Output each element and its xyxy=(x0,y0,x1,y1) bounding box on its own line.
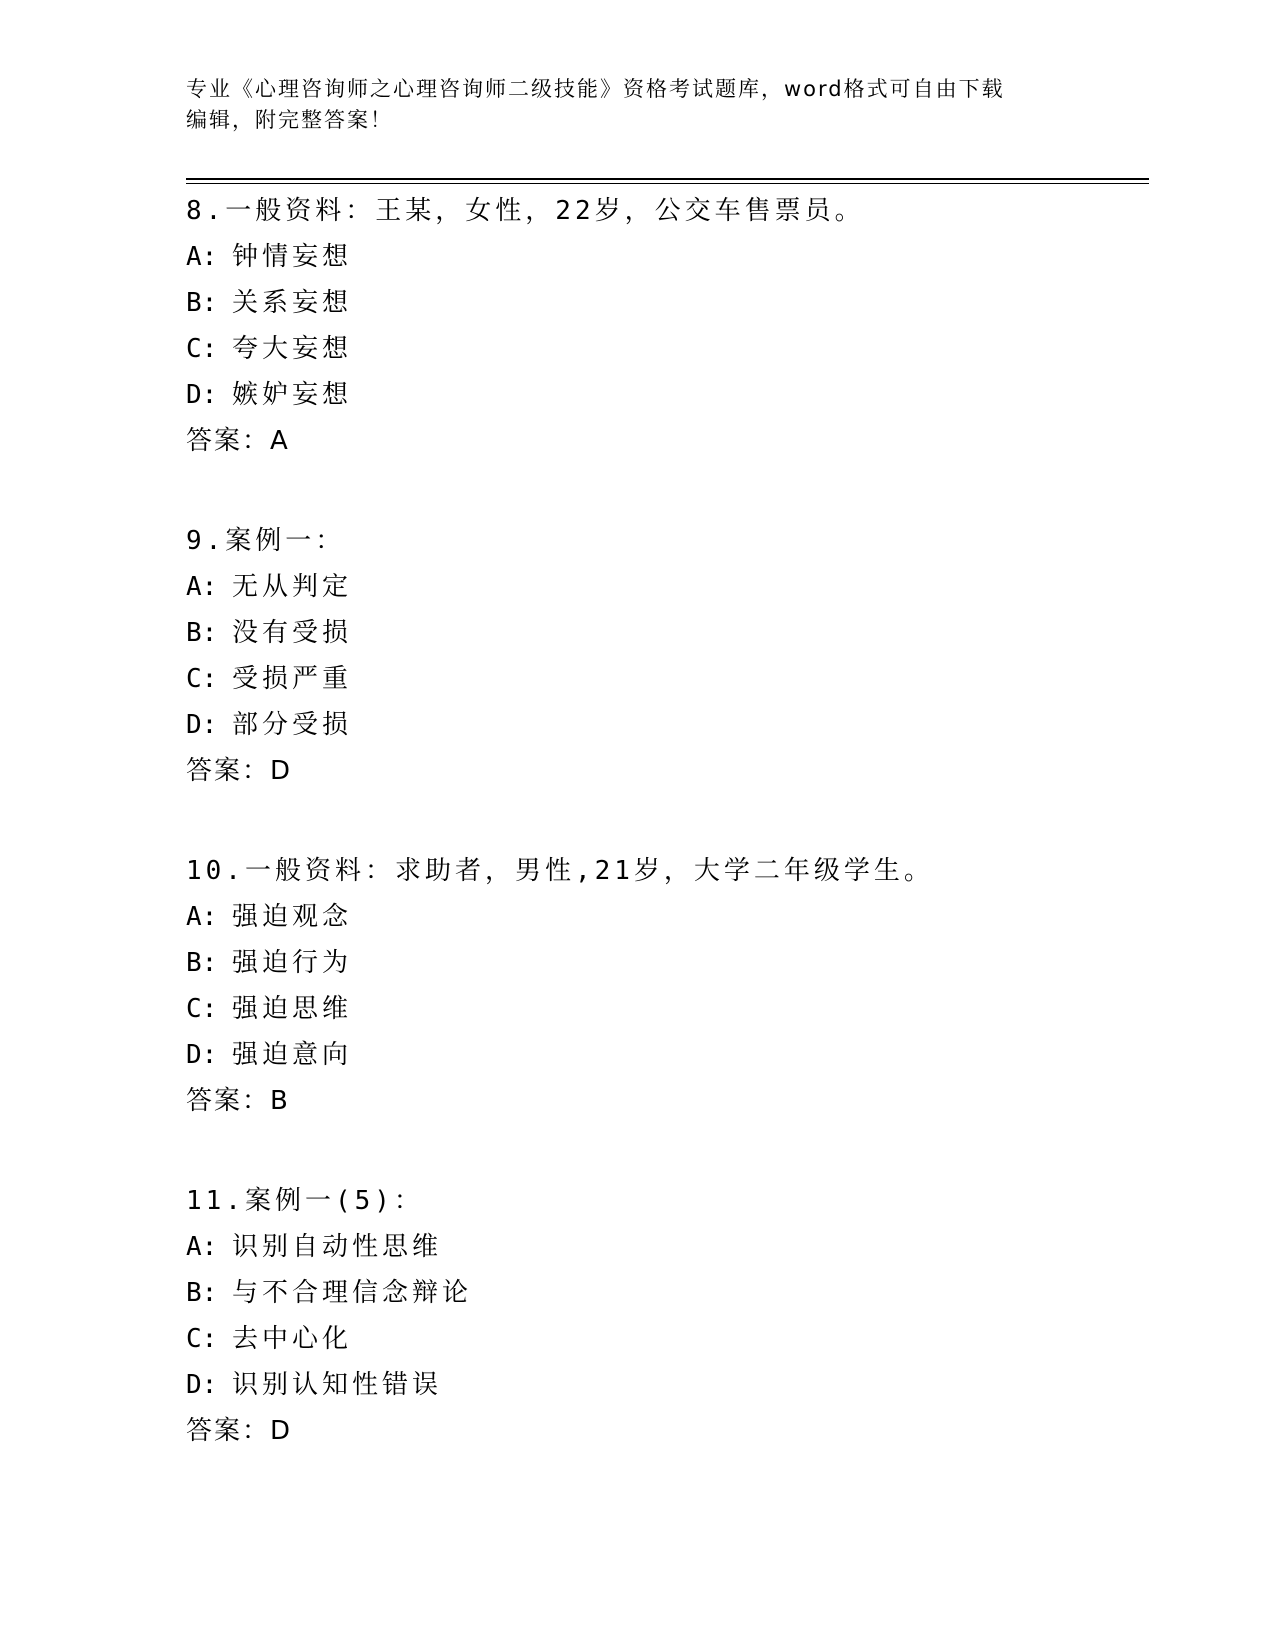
option-key: D: xyxy=(186,1040,218,1070)
header-line-1: 专业《心理咨询师之心理咨询师二级技能》资格考试题库，word格式可自由下载 xyxy=(186,77,1005,101)
option-key: B: xyxy=(186,948,218,978)
option-c xyxy=(186,656,1126,702)
option-c xyxy=(186,986,1126,1032)
option-key: C: xyxy=(186,334,218,364)
question-title: 11.案例一(5)： xyxy=(186,1186,424,1216)
option-text: 部分受损 xyxy=(232,710,353,740)
option-text: 去中心化 xyxy=(232,1324,353,1354)
option-key: B: xyxy=(186,1278,218,1308)
header-divider-bottom xyxy=(186,183,1149,184)
option-c xyxy=(186,1316,1126,1362)
option-a xyxy=(186,564,1126,610)
option-text: 强迫意向 xyxy=(232,1040,353,1070)
option-d xyxy=(186,1032,1126,1078)
answer: 答案：A xyxy=(186,426,290,456)
option-text: 嫉妒妄想 xyxy=(232,380,353,410)
option-text: 关系妄想 xyxy=(232,288,353,318)
question-9 xyxy=(186,518,1126,794)
question-title: 9.案例一： xyxy=(186,526,346,556)
option-key: A: xyxy=(186,572,218,602)
option-key: D: xyxy=(186,1370,218,1400)
option-text: 识别自动性思维 xyxy=(232,1232,443,1262)
option-d xyxy=(186,1362,1126,1408)
question-list xyxy=(186,188,1126,1508)
option-text: 与不合理信念辩论 xyxy=(232,1278,473,1308)
option-key: A: xyxy=(186,902,218,932)
option-key: C: xyxy=(186,994,218,1024)
header-divider-top xyxy=(186,178,1149,180)
option-text: 受损严重 xyxy=(232,664,353,694)
question-8 xyxy=(186,188,1126,464)
question-10 xyxy=(186,848,1126,1124)
header-line-2: 编辑，附完整答案！ xyxy=(186,108,393,132)
option-key: B: xyxy=(186,618,218,648)
question-11 xyxy=(186,1178,1126,1454)
answer: 答案：B xyxy=(186,1086,290,1116)
option-text: 夸大妄想 xyxy=(232,334,353,364)
option-b xyxy=(186,1270,1126,1316)
option-key: A: xyxy=(186,242,218,272)
option-d xyxy=(186,702,1126,748)
option-text: 强迫行为 xyxy=(232,948,353,978)
option-b xyxy=(186,940,1126,986)
answer: 答案：D xyxy=(186,756,293,786)
question-title: 8.一般资料：王某，女性，22岁，公交车售票员。 xyxy=(186,196,865,226)
option-text: 没有受损 xyxy=(232,618,353,648)
option-d xyxy=(186,372,1126,418)
option-a xyxy=(186,234,1126,280)
option-b xyxy=(186,280,1126,326)
option-key: D: xyxy=(186,710,218,740)
option-key: B: xyxy=(186,288,218,318)
option-key: C: xyxy=(186,1324,218,1354)
option-key: A: xyxy=(186,1232,218,1262)
option-key: C: xyxy=(186,664,218,694)
answer: 答案：D xyxy=(186,1416,293,1446)
option-c xyxy=(186,326,1126,372)
document-header xyxy=(186,74,1066,136)
option-a xyxy=(186,894,1126,940)
option-b xyxy=(186,610,1126,656)
option-text: 钟情妄想 xyxy=(232,242,353,272)
option-key: D: xyxy=(186,380,218,410)
option-text: 强迫观念 xyxy=(232,902,353,932)
question-title: 10.一般资料：求助者，男性,21岁，大学二年级学生。 xyxy=(186,856,934,886)
option-text: 强迫思维 xyxy=(232,994,353,1024)
option-text: 无从判定 xyxy=(232,572,353,602)
option-text: 识别认知性错误 xyxy=(232,1370,443,1400)
option-a xyxy=(186,1224,1126,1270)
